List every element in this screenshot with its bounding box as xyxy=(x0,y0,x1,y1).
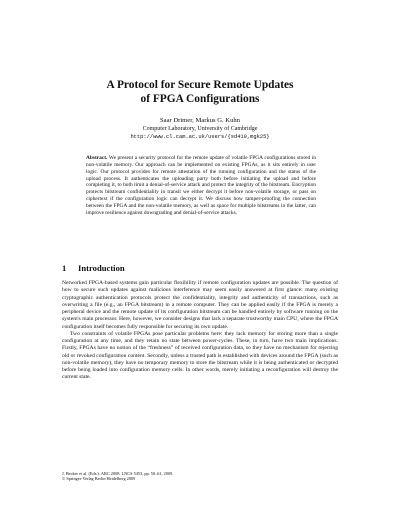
author-list: Saar Drimer, Markus G. Kuhn xyxy=(160,117,240,124)
paragraph-2: Two constraints of volatile FPGAs pose particular problems here: they lack memory for storing more than a single configuration at any time, and they retain no state between power-cycles. These, in turn, have two main implications. Firstly, FPGAs have no notion of the “freshness” of received configuration data, so they have no mechanism for rejecting old or revoked configuration content. Secondly, unless a trusted path is established with devices around the FPGA (such as non-volatile memory), they have no temporary memory to store the bitstream while it is being authenticated or decrypted before being loaded into configuration memory cells. In other words, merely initiating a reconfiguration will destroy the current state. xyxy=(62,330,338,381)
title-line-1: A Protocol for Secure Remote Updates xyxy=(106,79,294,91)
affiliation-block xyxy=(60,126,340,141)
section-number: 1 xyxy=(62,263,67,273)
paper-title xyxy=(60,78,340,106)
body-text xyxy=(62,280,338,382)
citation-line: J. Becker et al. (Eds.): ARC 2008, LNCS 5453, pp. 50–61, 2009. xyxy=(62,471,174,476)
paragraph-1: Networked FPGA-based systems gain particular flexibility if remote configuration updates are possible. The question of how to secure such updates against malicious interference may seem easily answered at first glance: many existing cryptographic authentication protocols protect the confidentiality, integrity and authenticity of transactions, such as overwriting a file (e.g., an FPGA bitstream) in a remote computer. They can be applied easily if the FPGA is merely a peripheral device and the remote update of its configuration bitstream can be handled entirely by software running on the system's main processor. Here, however, we consider designs that lack a separate trustworthy main CPU, where the FPGA configuration itself becomes fully responsible for securing its own update. xyxy=(62,280,338,330)
title-line-2: of FPGA Configurations xyxy=(140,93,260,105)
copyright-line: © Springer-Verlag Berlin Heidelberg 2009 xyxy=(62,476,136,482)
author-url: http://www.cl.cam.ac.uk/users/{sd410,mgk25} xyxy=(130,133,270,140)
abstract xyxy=(86,155,316,217)
page-footer xyxy=(62,471,338,482)
affiliation: Computer Laboratory, University of Cambridge xyxy=(142,126,258,132)
section-title: Introduction xyxy=(78,263,125,273)
abstract-text: We present a security protocol for the remote update of volatile FPGA configurations stored in non-volatile memory. Our approach can be implemented on existing FPGAs, as it sits entirely in user logic. Our protocol provides for remote attestation of the running configuration and the status of the upload process. It authenticates the uploading party both before initiating the upload and before completing it, to both limit a denial-of-service attack and protect the integrity of the bitstream. Encryption protects bitstream confidentiality in transit we either decrypt it before non-volatile storage, or pass on ciphertext if the configuration logic can decrypt it. We discuss how tamper-proofing the connection between the FPGA and the non-volatile memory, as well as space for multiple bitstreams in the latter, can improve resilience against downgrading and denial-of-service attacks. xyxy=(86,155,316,216)
section-heading xyxy=(62,263,342,274)
abstract-label: Abstract. xyxy=(86,155,108,161)
